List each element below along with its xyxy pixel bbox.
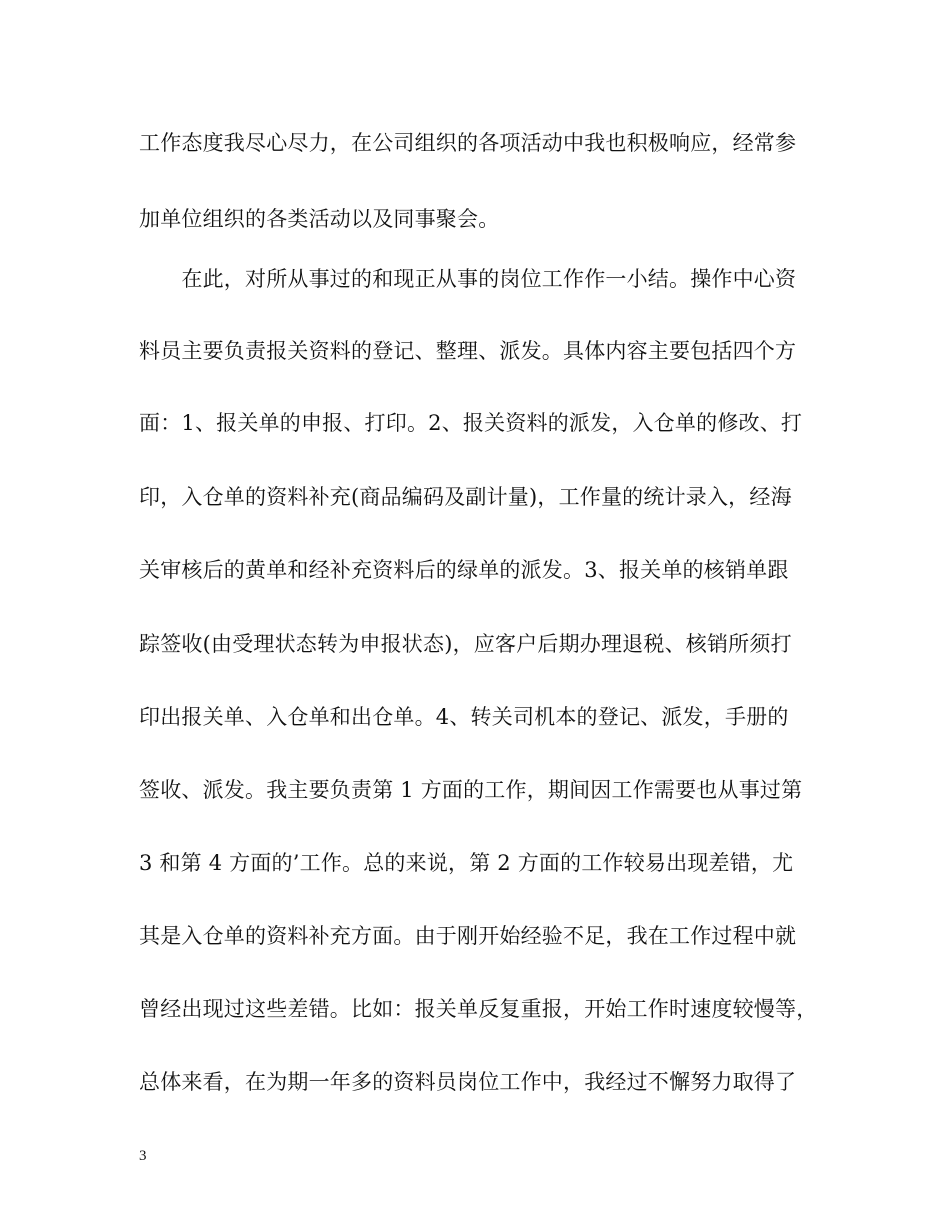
text-line: 曾经出现过这些差错。比如：报关单反复重报，开始工作时速度较慢等， xyxy=(139,997,818,1021)
text-line: 印出报关单、入仓单和出仓单。4、转关司机本的登记、派发，手册的 xyxy=(139,705,789,729)
page-number: 3 xyxy=(139,1148,147,1164)
text-line: 其是入仓单的资料补充方面。由于刚开始经验不足，我在工作过程中就 xyxy=(139,924,797,948)
text-line: 签收、派发。我主要负责第 1 方面的工作，期间因工作需要也从事过第 xyxy=(139,778,803,802)
text-line: 总体来看，在为期一年多的资料员岗位工作中，我经过不懈努力取得了 xyxy=(139,1070,797,1094)
text-line: 工作态度我尽心尽力，在公司组织的各项活动中我也积极响应，经常参 xyxy=(139,131,797,155)
text-line: 踪签收(由受理状态转为申报状态)，应客户后期办理退税、核销所须打 xyxy=(139,632,792,656)
text-line: 料员主要负责报关资料的登记、整理、派发。具体内容主要包括四个方 xyxy=(139,339,797,363)
text-line: 印，入仓单的资料补充(商品编码及副计量)，工作量的统计录入，经海 xyxy=(139,485,792,509)
text-line: 3 和第 4 方面的’工作。总的来说，第 2 方面的工作较易出现差错，尤 xyxy=(139,851,794,875)
text-line: 加单位组织的各类活动以及同事聚会。 xyxy=(139,207,500,231)
text-line: 在此，对所从事过的和现正从事的岗位工作作一小结。操作中心资 xyxy=(139,267,797,291)
text-line: 面：1、报关单的申报、打印。2、报关资料的派发，入仓单的修改、打 xyxy=(139,411,803,435)
text-line: 关审核后的黄单和经补充资料后的绿单的派发。3、报关单的核销单跟 xyxy=(139,558,789,582)
